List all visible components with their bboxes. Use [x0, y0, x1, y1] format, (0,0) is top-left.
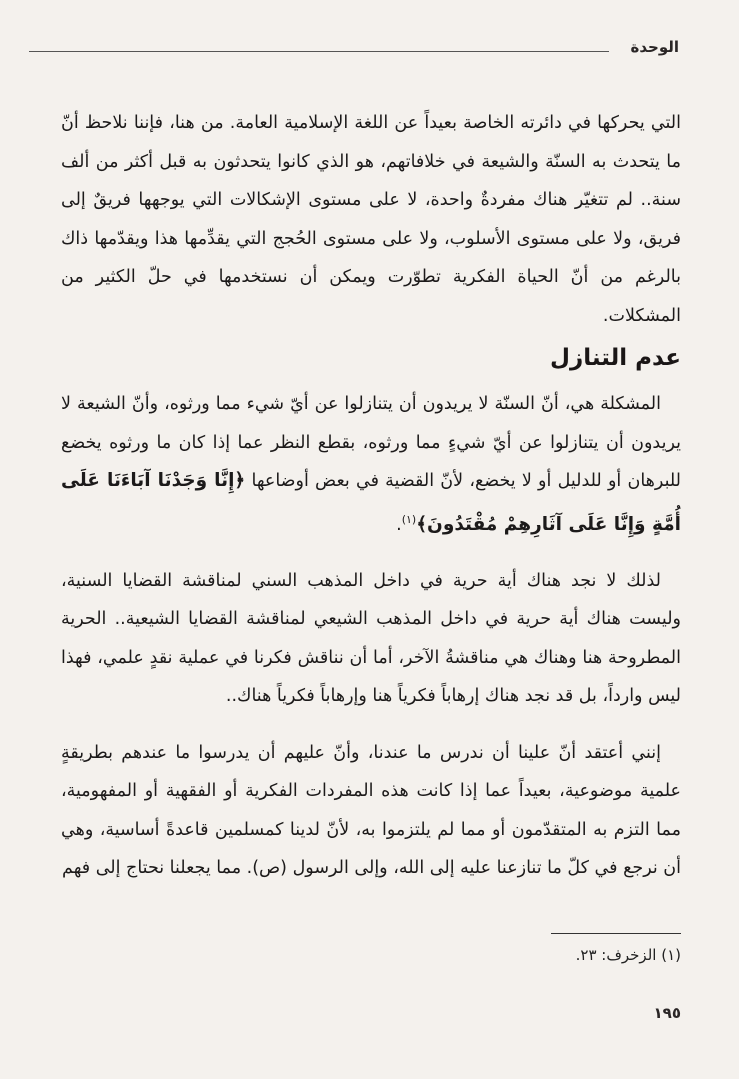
page-body — [61, 104, 681, 888]
paragraph-2-text: المشكلة هي، أنّ السنّة لا يريدون أن يتنازلوا عن أيّ شيء مما ورثوه، وأنّ الشيعة لا يريدون أن يتنازلوا عن أيّ شيءٍ مما ورثوه، بقطع النظر عما إذا كان ما ورثوه يخضع للبرهان أو للدليل أو لا يخضع، لأنّ القضية في بعض أوضاعها — [61, 394, 681, 491]
footnote-rule — [551, 933, 681, 934]
footnote-marker: (١) — [401, 512, 417, 526]
paragraph-1: التي يحركها في دائرته الخاصة بعيداً عن اللغة الإسلامية العامة. من هنا، فإننا نلاحظ أنّ ما يتحدث به السنّة والشيعة في خلافاتهم، هو الذي كانوا يتحدثون به قبل أكثر من ألف سنة.. لم تتغيّر هناك مفردةٌ واحدة، لا على مستوى الإشكالات التي يوجهها فريقٌ إلى فريق، ولا على مستوى الأسلوب، ولا على مستوى الحُجج التي يقدِّمها هذا ويقدّمها ذاك بالرغم من أنّ الحياة الفكرية تطوّرت ويمكن أن نستخدمها في حلّ الكثير من المشكلات. — [61, 113, 681, 326]
paragraph-2-end: . — [396, 514, 402, 535]
footnote: (١) الزخرف: ٢٣. — [575, 946, 681, 964]
section-heading: عدم التنازل — [550, 345, 681, 371]
quran-verse: ﴿إِنَّا وَجَدْنَا آبَاءَنَا عَلَى أُمَّةٍ وَإِنَّا عَلَى آثَارِهِمْ مُقْتَدُونَ﴾ — [61, 470, 681, 535]
chapter-title: الوحدة — [630, 38, 679, 56]
running-header — [29, 38, 679, 62]
paragraph-2 — [61, 385, 681, 544]
paragraph-4: إنني أعتقد أنّ علينا أن ندرس ما عندنا، وأنّ عليهم أن يدرسوا ما عندهم بطريقةٍ علمية موضوعية، بعيداً عما إذا كانت هذه المفردات الفكرية أو الفقهية أو المفهومية، مما التزم به المتقدّمون أو مما لم يلتزموا به، لأنّ لدينا كمسلمين قاعدةً أساسية، وهي أن نرجع في كلّ ما تنازعنا عليه إلى الله، وإلى الرسول (ص). مما يجعلنا نحتاج إلى فهم — [61, 742, 681, 879]
paragraph-3: لذلك لا نجد هناك أية حرية في داخل المذهب السني لمناقشة القضايا السنية، وليست هناك أية حرية في داخل المذهب الشيعي لمناقشة القضايا الشيعية.. الحرية المطروحة هنا وهناك هي مناقشةُ الآخر، أما أن نناقش فكرنا في عملية نقدٍ علمي، فهذا ليس وارداً، بل قد نجد هناك إرهاباً فكرياً هنا وإرهاباً فكرياً هناك.. — [61, 570, 681, 707]
header-rule — [29, 51, 609, 52]
page-number: ١٩٥ — [653, 1004, 681, 1022]
